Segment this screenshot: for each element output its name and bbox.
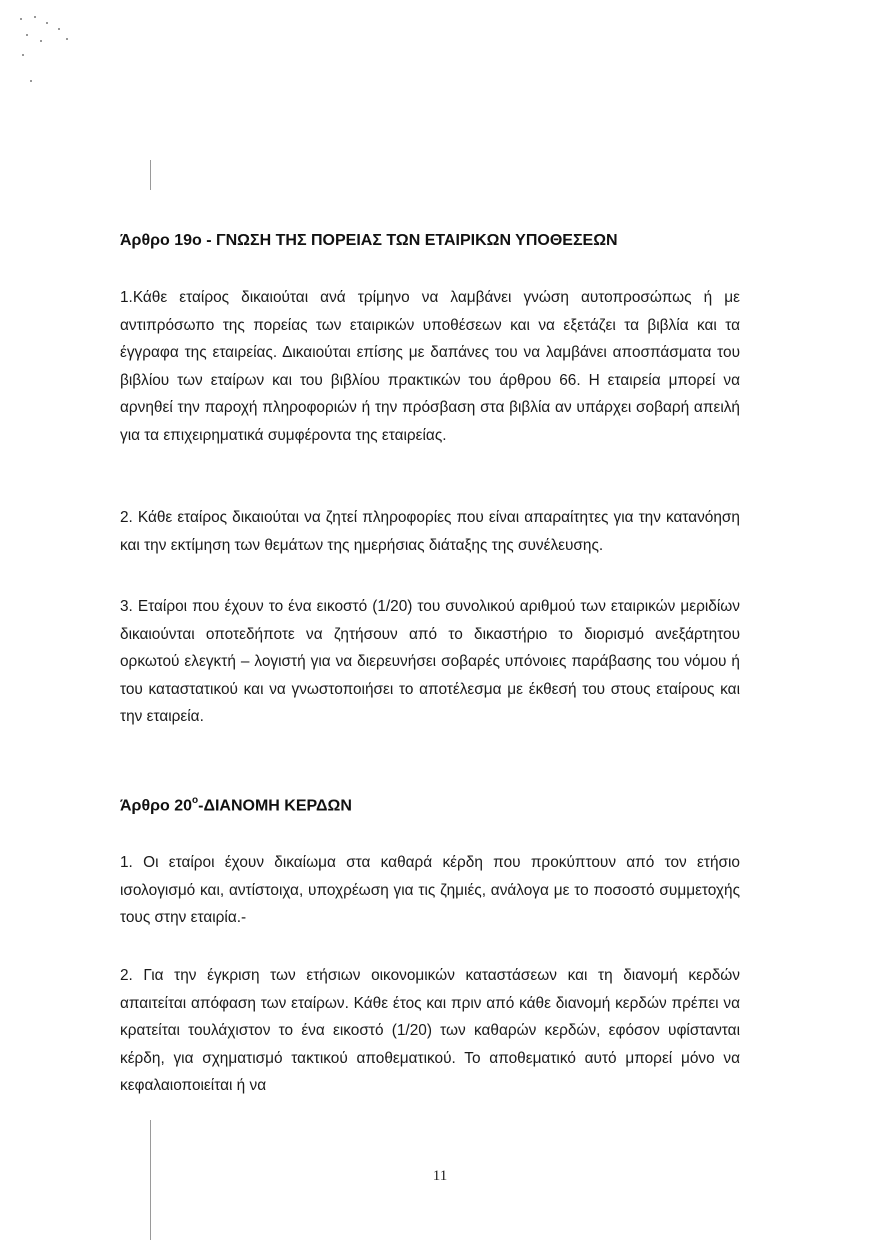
article-20-heading-prefix: Άρθρο 20 [120, 797, 193, 815]
page-number: 11 [432, 1168, 448, 1184]
article-19-paragraph-3: 3. Εταίροι που έχουν το ένα εικοστό (1/20) του συνολικού αριθμού των εταιρικών μεριδίων δικαιούνται οποτεδήποτε να ζητήσουν από το δικαστήριο το διορισμό ανεξάρτητου ορκωτού ελεγκτή – λογιστή για να διερευνήσει σοβαρές υπόνοιες παράβασης του νόμου ή του καταστατικού και να γνωστοποιήσει το αποτέλεσμα με έκθεσή του στους εταίρους και την εταιρεία. [120, 598, 740, 725]
article-19-heading: Άρθρο 19ο - ΓΝΩΣΗ ΤΗΣ ΠΟΡΕΙΑΣ ΤΩΝ ΕΤΑΙΡΙΚΩΝ ΥΠΟΘΕΣΕΩΝ [120, 232, 618, 249]
article-19-paragraph-2: 2. Κάθε εταίρος δικαιούται να ζητεί πληροφορίες που είναι απαραίτητες για την κατανόηση και την εκτίμηση των θεμάτων της ημερήσιας διάταξης της συνέλευσης. [120, 509, 740, 554]
article-20-heading [120, 796, 352, 815]
article-20-heading-ordinal: ο [192, 795, 199, 806]
article-20-paragraph-2: 2. Για την έγκριση των ετήσιων οικονομικών καταστάσεων και τη διανομή κερδών απαιτείται απόφαση των εταίρων. Κάθε έτος και πριν από κάθε διανομή κερδών πρέπει να κρατείται τουλάχιστον το ένα εικοστό (1/20) των καθαρών κερδών, εφόσον υφίστανται κέρδη, για σχηματισμό τακτικού αποθεματικού. Το αποθεματικό αυτό μπορεί μόνο να κεφαλαιοποιείται ή να [120, 967, 740, 1094]
article-20-paragraph-1: 1. Οι εταίροι έχουν δικαίωμα στα καθαρά κέρδη που προκύπτουν από τον ετήσιο ισολογισμό και, αντίστοιχα, υποχρέωση για τις ζημιές, ανάλογα με το ποσοστό συμμετοχής τους στην εταιρία.- [120, 854, 740, 926]
scan-margin-line [150, 160, 151, 190]
scan-specks [18, 14, 78, 84]
article-19-paragraph-1: 1.Κάθε εταίρος δικαιούται ανά τρίμηνο να λαμβάνει γνώση αυτοπροσώπως ή με αντιπρόσωπο της πορείας των εταιρικών υποθέσεων και να εξετάζει τα βιβλία και τα έγγραφα της εταιρείας. Δικαιούται επίσης με δαπάνες του να λαμβάνει αποσπάσματα του βιβλίου των εταίρων και του βιβλίου πρακτικών του άρθρου 66. Η εταιρεία μπορεί να αρνηθεί την παροχή πληροφοριών ή την πρόσβαση στα βιβλία αν υπάρχει σοβαρή απειλή για τα επιχειρηματικά συμφέροντα της εταιρείας. [120, 289, 740, 444]
article-20-heading-title: -ΔΙΑΝΟΜΗ ΚΕΡΔΩΝ [198, 797, 352, 815]
